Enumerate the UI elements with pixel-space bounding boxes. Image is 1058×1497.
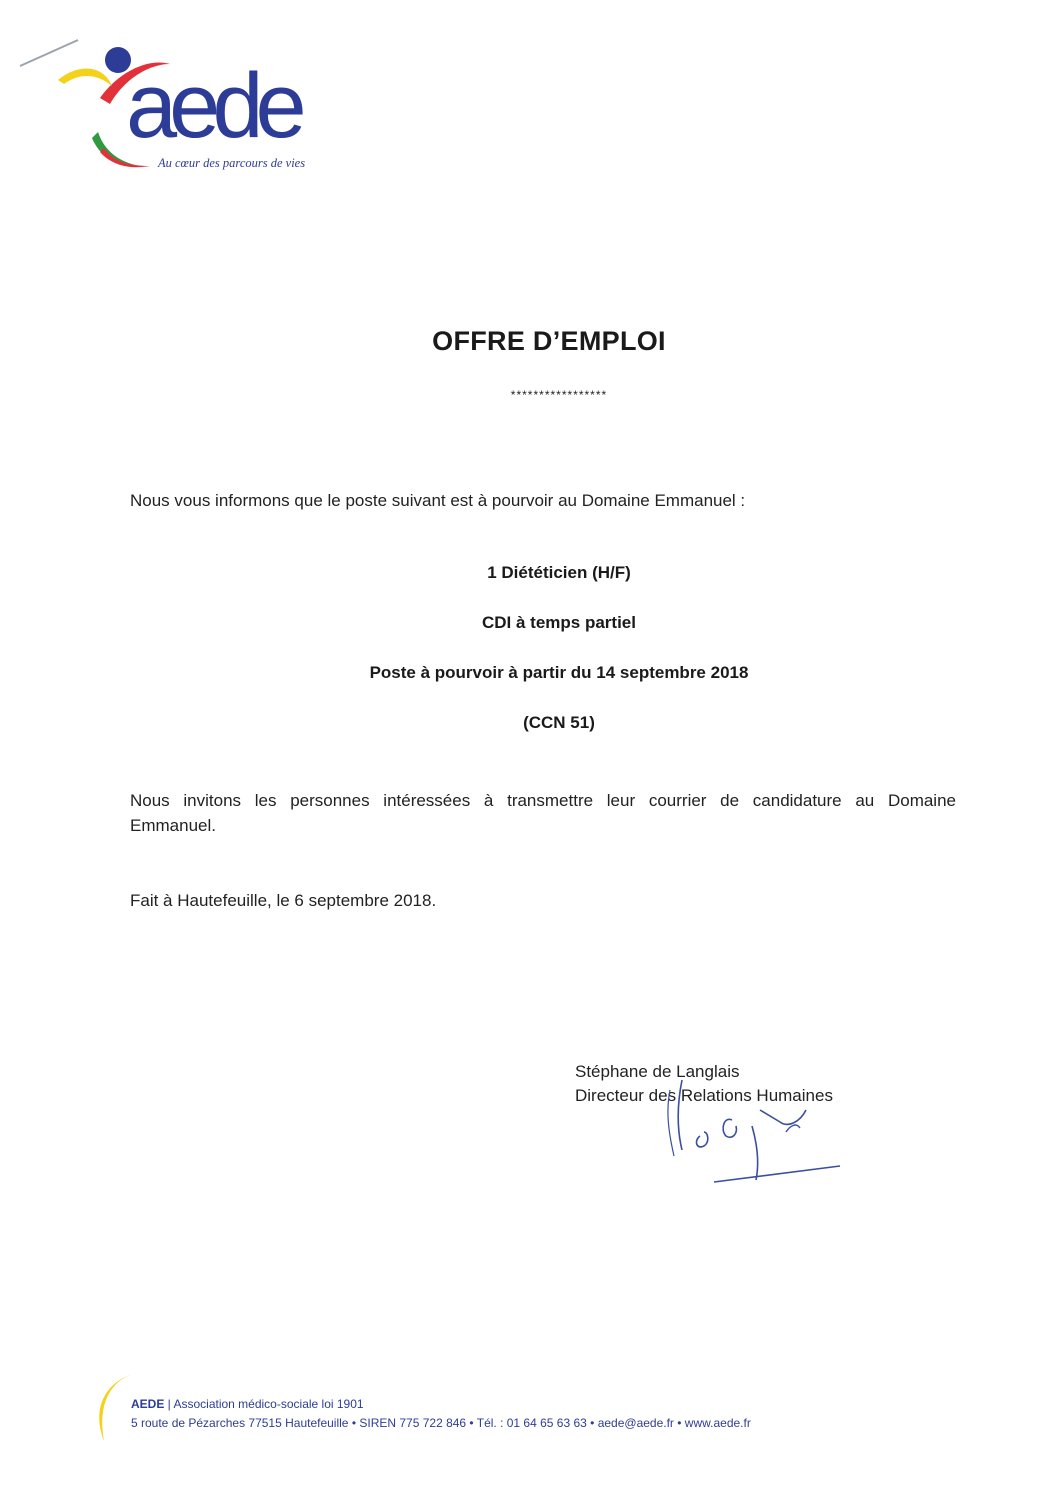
contract-type: CDI à temps partiel	[482, 613, 636, 632]
footer-org-line: AEDE | Association médico-sociale loi 1901	[131, 1397, 364, 1411]
page-title-text: OFFRE D’EMPLOI	[432, 326, 666, 356]
logo-wordmark: aede	[126, 55, 299, 157]
signatory-name: Stéphane de Langlais	[575, 1062, 740, 1081]
footer-org-desc: Association médico-sociale loi 1901	[173, 1397, 364, 1411]
intro-paragraph: Nous vous informons que le poste suivant est à pourvoir au Domaine Emmanuel :	[130, 491, 746, 510]
aede-logo	[0, 0, 360, 200]
logo-tagline: Au cœur des parcours de vies	[158, 156, 306, 170]
signatory-role: Directeur des Relations Humaines	[575, 1086, 833, 1105]
invite-line-1: Nous invitons les personnes intéressées à transmettre leur courrier de candidature au Domaine	[130, 791, 956, 810]
footer-org: AEDE	[131, 1397, 165, 1411]
invite-paragraph	[130, 788, 956, 838]
footer-address: 5 route de Pézarches 77515 Hautefeuille • SIREN 775 722 846 • Tél. : 01 64 65 63 63 • aede@aede.fr • www.aede.fr	[131, 1416, 751, 1430]
separator: *****************	[510, 388, 608, 402]
job-position: 1 Diététicien (H/F)	[487, 563, 631, 582]
page-title	[0, 326, 1058, 357]
start-date: Poste à pourvoir à partir du 14 septembre 2018	[369, 663, 749, 682]
invite-line-2: Emmanuel.	[130, 816, 216, 835]
handwritten-signature-icon	[660, 1070, 850, 1190]
convention: (CCN 51)	[523, 713, 595, 732]
place-date: Fait à Hautefeuille, le 6 septembre 2018.	[130, 891, 437, 910]
